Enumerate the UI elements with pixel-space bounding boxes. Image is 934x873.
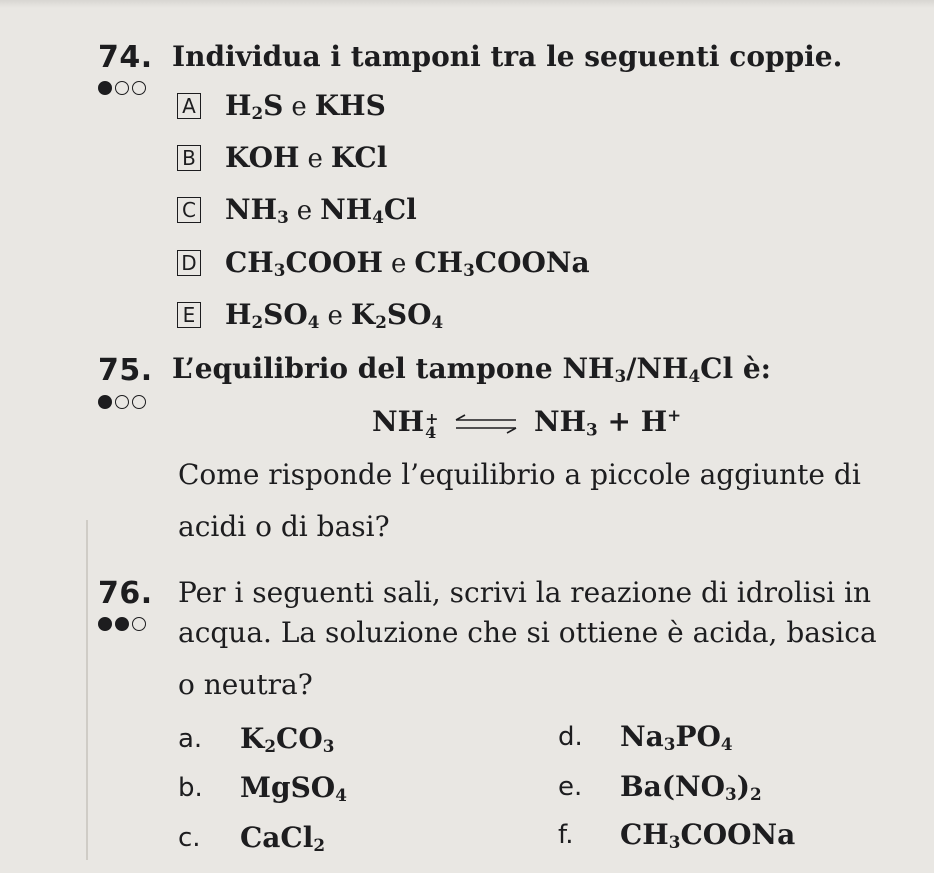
difficulty-dot-filled bbox=[115, 617, 129, 631]
q75-equilibrium-equation: NH + 4 $NH_3 + H^+$ bbox=[372, 405, 682, 442]
difficulty-dot-empty bbox=[132, 617, 146, 631]
option-text: $NH_3$ e $NH_4Cl$ bbox=[225, 193, 417, 228]
equilibrium-arrow-icon bbox=[452, 413, 520, 435]
page-top-shadow bbox=[0, 0, 934, 8]
q74-option-b[interactable] bbox=[177, 141, 387, 174]
difficulty-dot-empty bbox=[115, 395, 129, 409]
q75-question-line-1: Come risponde l’equilibrio a piccole aggiunte di bbox=[178, 458, 861, 491]
q75-text: L’equilibrio del tampone $NH_3/NH_4Cl$ è: bbox=[172, 352, 771, 387]
q75-difficulty-dots bbox=[98, 395, 146, 409]
option-letter-box: E bbox=[177, 302, 201, 328]
difficulty-dot-empty bbox=[115, 81, 129, 95]
q76-salt-d: d. $Na_3PO_4$ bbox=[558, 720, 733, 755]
q76-salt-a: a. $K_2CO_3$ bbox=[178, 722, 335, 757]
difficulty-dot-empty bbox=[132, 81, 146, 95]
q76-text-line-2: acqua. La soluzione che si ottiene è acida, basica bbox=[178, 616, 877, 649]
difficulty-dot-filled bbox=[98, 395, 112, 409]
q74-difficulty-dots bbox=[98, 81, 146, 95]
difficulty-dot-filled bbox=[98, 617, 112, 631]
option-text: KOH e KCl bbox=[225, 141, 388, 174]
option-letter-box: A bbox=[177, 93, 201, 119]
q75-question-line-2: acidi o di basi? bbox=[178, 510, 390, 543]
q76-salt-c: c. CaCl$_2$ bbox=[178, 821, 326, 856]
option-text: $H_2SO_4$ e $K_2SO_4$ bbox=[225, 298, 444, 333]
q74-option-d[interactable] bbox=[177, 246, 590, 280]
q74-option-e[interactable] bbox=[177, 298, 443, 332]
margin-line bbox=[86, 520, 88, 860]
difficulty-dot-filled bbox=[98, 81, 112, 95]
q76-salt-f: f. $CH_3COONa$ bbox=[558, 818, 796, 853]
q74-number: 74. bbox=[98, 40, 153, 75]
q74-option-a[interactable] bbox=[177, 89, 386, 123]
option-text: $H_2S$ e KHS bbox=[225, 89, 386, 124]
option-text: $CH_3COOH$ e $CH_3COONa$ bbox=[225, 246, 590, 281]
option-letter-box: D bbox=[177, 250, 201, 276]
q76-number: 76. bbox=[98, 576, 153, 611]
q76-text-line-1: Per i seguenti sali, scrivi la reazione di idrolisi in bbox=[178, 576, 872, 609]
q76-salt-e: e. $Ba(NO_3)_2$ bbox=[558, 770, 762, 805]
q74-text: Individua i tamponi tra le seguenti coppie. bbox=[172, 40, 843, 73]
q74-option-c[interactable] bbox=[177, 193, 417, 227]
q76-salt-b: b. MgSO$_4$ bbox=[178, 771, 347, 806]
option-letter-box: C bbox=[177, 197, 201, 223]
difficulty-dot-empty bbox=[132, 395, 146, 409]
q76-text-line-3: o neutra? bbox=[178, 668, 313, 701]
option-letter-box: B bbox=[177, 145, 201, 171]
q75-number: 75. bbox=[98, 353, 153, 388]
q76-difficulty-dots bbox=[98, 617, 146, 631]
